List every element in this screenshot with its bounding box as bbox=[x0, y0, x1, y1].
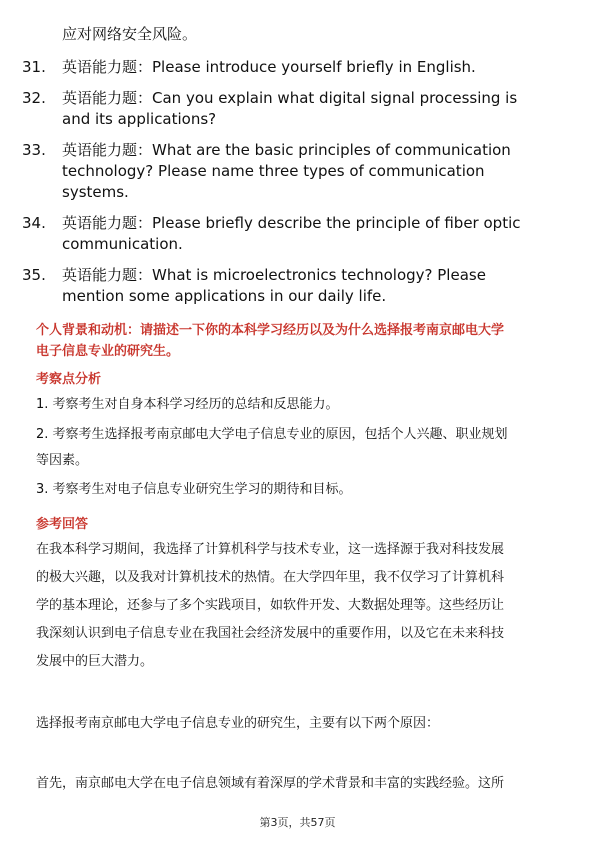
question-text: 英语能力题：Please introduce yourself briefly in English. bbox=[62, 58, 476, 76]
question-text: 英语能力题：What is microelectronics technology? Please bbox=[62, 266, 486, 284]
question-text-continued: communication. bbox=[62, 235, 183, 253]
question-text-continued: systems. bbox=[62, 183, 129, 201]
page-number: 第3页，共57页 bbox=[259, 816, 336, 829]
analysis-point-continued: 等因素。 bbox=[36, 453, 89, 468]
section-title-continued: 电子信息专业的研究生。 bbox=[36, 344, 180, 359]
question-text-continued: and its applications? bbox=[62, 110, 217, 128]
question-number: 34. bbox=[22, 214, 46, 232]
answer-line: 我深刻认识到电子信息专业在我国社会经济发展中的重要作用，以及它在未来科技 bbox=[36, 626, 505, 641]
question-text-continued: technology? Please name three types of communication bbox=[62, 162, 485, 180]
answer-line: 学的基本理论，还参与了多个实践项目，如软件开发、大数据处理等。这些经历让 bbox=[36, 598, 505, 613]
analysis-heading: 考察点分析 bbox=[36, 372, 102, 387]
answer-line: 在我本科学习期间，我选择了计算机科学与技术专业，这一选择源于我对科技发展 bbox=[36, 542, 505, 557]
analysis-point: 1. 考察考生对自身本科学习经历的总结和反思能力。 bbox=[36, 397, 339, 412]
answer-line: 的极大兴趣，以及我对计算机技术的热情。在大学四年里，我不仅学习了计算机科 bbox=[36, 570, 505, 585]
answer-heading: 参考回答 bbox=[36, 517, 89, 532]
question-text: 英语能力题：Please briefly describe the principle of fiber optic bbox=[62, 214, 521, 232]
question-text-continued: mention some applications in our daily life. bbox=[62, 287, 387, 305]
section-title: 个人背景和动机：请描述一下你的本科学习经历以及为什么选择报考南京邮电大学 bbox=[36, 323, 505, 338]
answer-line: 选择报考南京邮电大学电子信息专业的研究生，主要有以下两个原因： bbox=[36, 716, 440, 731]
question-continuation: 应对网络安全风险。 bbox=[62, 25, 198, 43]
analysis-point: 3. 考察考生对电子信息专业研究生学习的期待和目标。 bbox=[36, 482, 352, 497]
question-number: 33. bbox=[22, 141, 46, 159]
question-text: 英语能力题：What are the basic principles of communication bbox=[62, 141, 511, 159]
answer-line: 发展中的巨大潜力。 bbox=[36, 654, 154, 669]
analysis-point: 2. 考察考生选择报考南京邮电大学电子信息专业的原因，包括个人兴趣、职业规划 bbox=[36, 427, 508, 442]
answer-line: 首先，南京邮电大学在电子信息领域有着深厚的学术背景和丰富的实践经验。这所 bbox=[36, 776, 505, 791]
question-number: 32. bbox=[22, 89, 46, 107]
question-text: 英语能力题：Can you explain what digital signal processing is bbox=[62, 89, 518, 107]
question-number: 31. bbox=[22, 58, 46, 76]
question-number: 35. bbox=[22, 266, 46, 284]
